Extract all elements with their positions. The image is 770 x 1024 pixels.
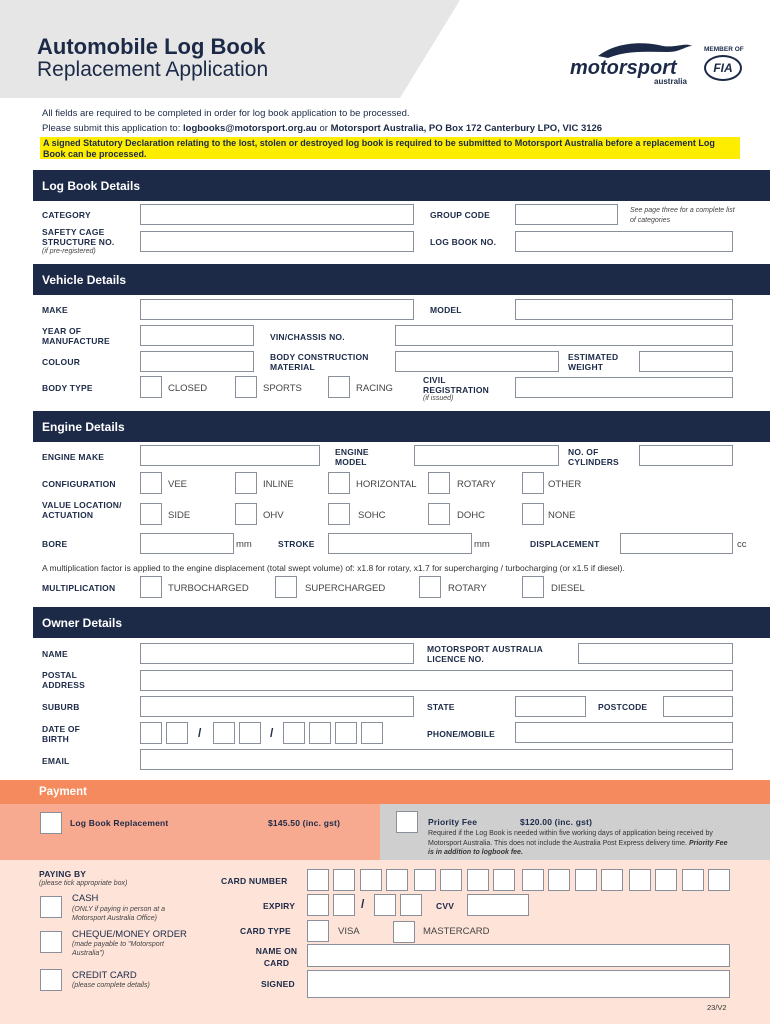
postal-field[interactable] — [140, 670, 733, 691]
other-label: OTHER — [548, 479, 582, 490]
licence-label: MOTORSPORT AUSTRALIA LICENCE NO. — [427, 644, 543, 664]
rotary-checkbox[interactable] — [428, 472, 450, 494]
card-digit-8[interactable] — [493, 869, 515, 891]
mastercard-label: MASTERCARD — [423, 926, 490, 937]
member-of-label: MEMBER OF — [704, 46, 744, 53]
side-label: SIDE — [168, 510, 191, 521]
civil-registration-sub: (if issued) — [423, 395, 454, 402]
signed-label: SIGNED — [261, 979, 295, 989]
section-vehicle-details: Vehicle Details — [33, 264, 770, 295]
expiry-month-1[interactable] — [307, 894, 329, 916]
sohc-checkbox[interactable] — [328, 503, 350, 525]
cash-sub: (ONLY if paying in person at a Motorsport Australia Office) — [72, 906, 166, 922]
credit-card-label: CREDIT CARD — [72, 970, 137, 981]
card-digit-12[interactable] — [601, 869, 623, 891]
expiry-slash: / — [361, 897, 365, 911]
card-type-label: CARD TYPE — [240, 926, 291, 936]
suburb-label: SUBURB — [42, 702, 80, 712]
safety-cage-label: SAFETY CAGE STRUCTURE NO. — [42, 227, 115, 247]
safety-cage-sub: (if pre-registered) — [42, 248, 96, 255]
bore-unit: mm — [236, 539, 252, 550]
diesel-label: DIESEL — [551, 583, 585, 594]
logbook-no-label: LOG BOOK NO. — [430, 237, 497, 247]
phone-field[interactable] — [515, 722, 733, 743]
paying-by-sub: (please tick appropriate box) — [39, 880, 128, 887]
make-label: MAKE — [42, 305, 68, 315]
group-code-field[interactable] — [515, 204, 618, 225]
replacement-label: Log Book Replacement — [70, 818, 169, 828]
replacement-checkbox[interactable] — [40, 812, 62, 834]
svg-text:australia: australia — [654, 77, 687, 86]
dohc-checkbox[interactable] — [428, 503, 450, 525]
priority-label: Priority Fee — [428, 817, 478, 827]
dob-year-4[interactable] — [361, 722, 383, 744]
sports-checkbox[interactable] — [235, 376, 257, 398]
displacement-field[interactable] — [620, 533, 733, 554]
make-field[interactable] — [140, 299, 414, 320]
supercharged-checkbox[interactable] — [275, 576, 297, 598]
civil-registration-field[interactable] — [515, 377, 733, 398]
civil-registration-label: CIVIL REGISTRATION — [423, 375, 489, 395]
closed-label: CLOSED — [168, 383, 208, 394]
configuration-label: CONFIGURATION — [42, 479, 116, 489]
name-field[interactable] — [140, 643, 414, 664]
inline-label: INLINE — [263, 479, 294, 490]
name-label: NAME — [42, 649, 68, 659]
expiry-label: EXPIRY — [263, 901, 296, 911]
replacement-price: $145.50 (inc. gst) — [268, 818, 341, 828]
body-material-field[interactable] — [395, 351, 559, 372]
vee-label: VEE — [168, 479, 188, 490]
bore-label: BORE — [42, 539, 68, 549]
dob-year-3[interactable] — [335, 722, 357, 744]
statutory-declaration-notice: A signed Statutory Declaration relating to the lost, stolen or destroyed log book is required to be submitted to Motorsport Australia before a replacement Log Book can be processed. — [40, 137, 740, 159]
none-checkbox[interactable] — [522, 503, 544, 525]
card-digit-16[interactable] — [708, 869, 730, 891]
turbocharged-checkbox[interactable] — [140, 576, 162, 598]
sohc-label: SOHC — [358, 510, 386, 521]
credit-card-sub: (please complete details) — [72, 982, 150, 989]
dob-slash-1: / — [198, 726, 202, 740]
dob-slash-2: / — [270, 726, 274, 740]
card-digit-15[interactable] — [682, 869, 704, 891]
page-subtitle: Replacement Application — [37, 58, 269, 81]
section-payment: Payment — [0, 780, 770, 804]
dob-day-1[interactable] — [140, 722, 162, 744]
cvv-field[interactable] — [467, 894, 529, 916]
ohv-checkbox[interactable] — [235, 503, 257, 525]
inline-checkbox[interactable] — [235, 472, 257, 494]
vin-field[interactable] — [395, 325, 733, 346]
engine-model-label: ENGINE MODEL — [335, 447, 369, 467]
stroke-field[interactable] — [328, 533, 472, 554]
engine-model-field[interactable] — [414, 445, 559, 466]
rotary-label: ROTARY — [457, 479, 496, 490]
model-field[interactable] — [515, 299, 733, 320]
page-title: Automobile Log Book — [37, 34, 266, 59]
dob-month-1[interactable] — [213, 722, 235, 744]
card-digit-4[interactable] — [386, 869, 408, 891]
email-field[interactable] — [140, 749, 733, 770]
cheque-label: CHEQUE/MONEY ORDER — [72, 929, 187, 940]
version-label: 23/V2 — [707, 1003, 727, 1012]
closed-checkbox[interactable] — [140, 376, 162, 398]
none-label: NONE — [548, 510, 576, 521]
cheque-checkbox[interactable] — [40, 931, 62, 953]
card-digit-5[interactable] — [414, 869, 436, 891]
safety-cage-field[interactable] — [140, 231, 414, 252]
ohv-label: OHV — [263, 510, 284, 521]
priority-price: $120.00 (inc. gst) — [520, 817, 593, 827]
dob-month-2[interactable] — [239, 722, 261, 744]
cash-label: CASH — [72, 893, 99, 904]
motorsport-australia-logo — [568, 40, 718, 86]
card-digit-14[interactable] — [655, 869, 677, 891]
intro-line2: Please submit this application to: logbooks@motorsport.org.au or Motorsport Australia, PO Box 172 Canterbury LPO, VIC 3126 — [42, 123, 603, 134]
card-digit-7[interactable] — [467, 869, 489, 891]
paying-by-label: PAYING BY — [39, 869, 87, 879]
racing-label: RACING — [356, 383, 393, 394]
turbocharged-label: TURBOCHARGED — [168, 583, 249, 594]
dohc-label: DOHC — [457, 510, 485, 521]
name-on-card-label: NAME ON CARD — [255, 946, 298, 968]
priority-note: Required if the Log Book is needed within five working days of application being received by Motorsport Australia. This does not include the Australia Post Express delivery time. Priority Fee is in addition to logbook fee. — [428, 830, 728, 856]
section-logbook-details: Log Book Details — [33, 170, 770, 201]
dob-label: DATE OF BIRTH — [42, 724, 81, 744]
section-owner-details: Owner Details — [33, 607, 770, 638]
stroke-unit: mm — [474, 539, 490, 550]
cvv-label: CVV — [436, 901, 455, 911]
sports-label: SPORTS — [263, 383, 302, 394]
name-on-card-field[interactable] — [307, 944, 730, 967]
visa-label: VISA — [338, 926, 360, 937]
licence-field[interactable] — [578, 643, 733, 664]
racing-checkbox[interactable] — [328, 376, 350, 398]
signature-field[interactable] — [307, 970, 730, 998]
displacement-unit: cc — [737, 539, 747, 550]
body-type-label: BODY TYPE — [42, 383, 93, 393]
expiry-month-2[interactable] — [333, 894, 355, 916]
dob-year-1[interactable] — [283, 722, 305, 744]
est-weight-field[interactable] — [639, 351, 733, 372]
displacement-label: DISPLACEMENT — [530, 539, 600, 549]
intro-line1: All fields are required to be completed in order for log book application to be processed. — [42, 108, 410, 119]
logbook-no-field[interactable] — [515, 231, 733, 252]
body-material-label: BODY CONSTRUCTION MATERIAL — [270, 352, 369, 372]
cheque-sub: (made payable to "Motorsport Australia") — [72, 941, 164, 957]
card-digit-6[interactable] — [440, 869, 462, 891]
engine-make-label: ENGINE MAKE — [42, 452, 105, 462]
card-digit-3[interactable] — [360, 869, 382, 891]
postal-label: POSTAL ADDRESS — [42, 670, 85, 690]
credit-card-checkbox[interactable] — [40, 969, 62, 991]
valve-label: VALUE LOCATION/ ACTUATION — [42, 500, 122, 520]
side-checkbox[interactable] — [140, 503, 162, 525]
cash-checkbox[interactable] — [40, 896, 62, 918]
card-digit-1[interactable] — [307, 869, 329, 891]
horizontal-label: HORIZONTAL — [356, 479, 417, 490]
postcode-field[interactable] — [663, 696, 733, 717]
svg-text:motorsport: motorsport — [570, 57, 677, 79]
year-field[interactable] — [140, 325, 254, 346]
vee-checkbox[interactable] — [140, 472, 162, 494]
supercharged-label: SUPERCHARGED — [305, 583, 386, 594]
section-engine-details: Engine Details — [33, 411, 770, 442]
est-weight-label: ESTIMATED WEIGHT — [568, 352, 619, 372]
card-digit-9[interactable] — [522, 869, 544, 891]
card-digit-10[interactable] — [548, 869, 570, 891]
card-digit-11[interactable] — [575, 869, 597, 891]
mult-rotary-label: ROTARY — [448, 583, 487, 594]
cylinders-field[interactable] — [639, 445, 733, 466]
fia-logo: FIA — [704, 55, 742, 81]
state-label: STATE — [427, 702, 455, 712]
dob-day-2[interactable] — [166, 722, 188, 744]
card-digit-13[interactable] — [629, 869, 651, 891]
other-checkbox[interactable] — [522, 472, 544, 494]
category-field[interactable] — [140, 204, 414, 225]
mult-rotary-checkbox[interactable] — [419, 576, 441, 598]
expiry-year-1[interactable] — [374, 894, 396, 916]
group-code-note: See page three for a complete list of categories — [630, 207, 735, 224]
card-number-label: CARD NUMBER — [221, 876, 288, 886]
postcode-label: POSTCODE — [598, 702, 648, 712]
multiplication-label: MULTIPLICATION — [42, 583, 116, 593]
expiry-year-2[interactable] — [400, 894, 422, 916]
bore-field[interactable] — [140, 533, 234, 554]
colour-label: COLOUR — [42, 357, 81, 367]
dob-year-2[interactable] — [309, 722, 331, 744]
card-digit-2[interactable] — [333, 869, 355, 891]
group-code-label: GROUP CODE — [430, 210, 490, 220]
suburb-field[interactable] — [140, 696, 414, 717]
mastercard-checkbox[interactable] — [393, 921, 415, 943]
category-label: CATEGORY — [42, 210, 91, 220]
model-label: MODEL — [430, 305, 462, 315]
phone-label: PHONE/MOBILE — [427, 729, 496, 739]
visa-checkbox[interactable] — [307, 920, 329, 942]
multiplication-note: A multiplication factor is applied to the engine displacement (total swept volume) of: x1.8 for rotary, x1.7 for supercharging / turbocharging (or x1.5 if diesel). — [42, 563, 625, 573]
vin-label: VIN/CHASSIS NO. — [270, 332, 345, 342]
horizontal-checkbox[interactable] — [328, 472, 350, 494]
diesel-checkbox[interactable] — [522, 576, 544, 598]
engine-make-field[interactable] — [140, 445, 320, 466]
state-field[interactable] — [515, 696, 586, 717]
email-label: EMAIL — [42, 756, 70, 766]
cylinders-label: NO. OF CYLINDERS — [568, 447, 619, 467]
stroke-label: STROKE — [278, 539, 315, 549]
year-label: YEAR OF MANUFACTURE — [42, 326, 110, 346]
priority-checkbox[interactable] — [396, 811, 418, 833]
colour-field[interactable] — [140, 351, 254, 372]
